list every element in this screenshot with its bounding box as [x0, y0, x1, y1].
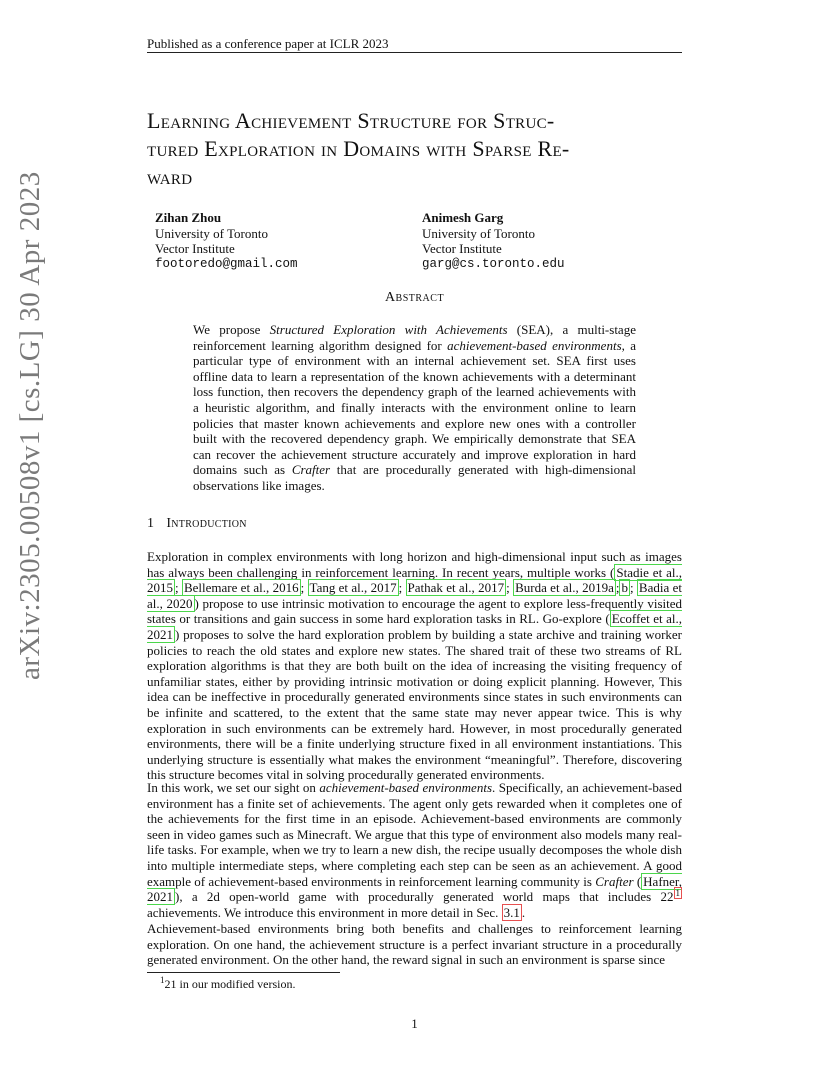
section-reference-link[interactable]: 3.1 [503, 904, 520, 920]
page-number: 1 [411, 1016, 418, 1031]
paragraph-text: achievements. We introduce this environment in more detail in Sec. [147, 904, 502, 920]
citation-link[interactable]: Tang et al., 2017 [309, 580, 397, 596]
citation-link[interactable]: Hafner, 2021 [147, 873, 682, 905]
citation-separator: ; [615, 580, 620, 596]
paragraph-text: ( [633, 873, 642, 889]
running-header: Published as a conference paper at ICLR 2023 [147, 36, 389, 51]
paragraph-emphasis: Crafter [595, 873, 634, 889]
citation-link[interactable]: Badia et al., 2020 [147, 580, 682, 611]
footnote-text: 21 in our modified version. [164, 977, 296, 991]
author-name: Zihan Zhou [155, 210, 222, 225]
citation-separator: ; [398, 580, 406, 596]
section-number: 1 [147, 516, 155, 531]
paragraph-text: . Specifically, an achievement-based environment has a finite set of achievements. The agent only gets rewarded when it completes one of the achievements for the first time in an episode. Achievement-based environments are commonly seen in video games such as Minecraft. We argue that this type of environment also models many real-life tasks. For example, when we try to learn a new dish, the recipe usually decomposes the whole dish into multiple intermediate steps, where completing each step can be seen as an achievement. A good example of achievement-based environments in reinforcement learning community is [147, 780, 682, 889]
abstract-heading: Abstract [384, 290, 445, 305]
citation-link[interactable]: Burda et al., 2019a [515, 580, 614, 596]
abstract-emphasis: achievement-based environments [447, 337, 622, 353]
abstract-text: We propose [193, 322, 270, 337]
author-email: footoredo@gmail.com [155, 256, 298, 271]
abstract-emphasis: Crafter [291, 462, 331, 478]
intro-paragraph-2 [147, 780, 682, 920]
author-block-1 [155, 210, 298, 272]
citation-separator: ; [629, 580, 637, 596]
citation-link[interactable]: Pathak et al., 2017 [407, 580, 505, 596]
footnote [160, 977, 295, 991]
header-rule [147, 52, 682, 53]
citation-link[interactable]: b [621, 580, 628, 596]
paragraph-text: . [521, 904, 526, 920]
author-name: Animesh Garg [422, 210, 504, 225]
paragraph-text: ) propose to use intrinsic motivation to encourage the agent to explore less-frequently visited states or transitions and gain success in some hard exploration tasks in RL. Go-explore ( [147, 595, 682, 627]
author-affiliation: Vector Institute [155, 241, 235, 256]
footnote-mark: 1 [160, 975, 165, 985]
title-line-2: tured Exploration in Domains with Sparse Re- [147, 136, 570, 161]
abstract-text: (SEA), a multi-stage reinforcement learning algorithm designed for [193, 322, 636, 353]
footnote-marker-link[interactable]: 1 [675, 887, 680, 898]
author-email: garg@cs.toronto.edu [422, 256, 565, 271]
arxiv-stamp: arXiv:2305.00508v1 [cs.LG] 30 Apr 2023 [14, 171, 46, 680]
citation-separator: ; [175, 580, 182, 596]
intro-paragraph-1 [147, 549, 682, 783]
paper-title [147, 107, 687, 191]
citation-separator: ; [300, 580, 308, 596]
citation-separator: ; [506, 580, 514, 596]
abstract-body [193, 322, 636, 494]
paragraph-text: Exploration in complex environments with long horizon and high-dimensional input such as images has always been challenging in reinforcement learning. In recent years, multiple works ( [147, 549, 682, 580]
paragraph-emphasis: achievement-based environments [319, 780, 493, 795]
title-line-1: Learning Achievement Structure for Struc- [147, 108, 555, 133]
author-affiliation: University of Toronto [155, 225, 268, 241]
author-block-2 [422, 210, 565, 272]
citation-link[interactable]: Stadie et al., 2015 [147, 564, 682, 596]
abstract-emphasis: Structured Exploration with Achievements [269, 322, 508, 337]
paragraph-text: ), a 2d open-world game with procedurally generated world maps that includes 22 [175, 889, 674, 905]
abstract-text: that are procedurally generated with high-dimensional observations like images. [193, 462, 636, 493]
footnote-rule [147, 972, 340, 973]
citation-link[interactable]: Ecoffet et al., 2021 [147, 611, 683, 642]
author-affiliation: Vector Institute [422, 241, 502, 256]
abstract-text: , a particular type of environment with an internal achievement set. SEA first uses offline data to learn a representation of the known achievements with a determinant loss function, then recovers the dependency graph of the learned achievements with a heuristic algorithm, and finally interacts with the environment online to learn policies that master known achievements and explore new ones with a controller built with the recovered dependency graph. We empirically demonstrate that SEA can recover the achievement structure accurately and improve exploration in hard domains such as [193, 337, 636, 478]
paragraph-text: ) proposes to solve the hard exploration problem by building a state archive and training worker policies to reach the old states and explore new states. The shared trait of these two streams of RL exploration algorithms is that they are both built on the idea of increasing the visiting frequency of unfamiliar states, either by providing intrinsic motivation or doing explicit planning. However, This idea can be ineffective in procedurally generated environments since states in such environments can be infinite and scattered, to the extent that the same state may never appear twice. This is why exploration in such environments can be extremely hard. However, in most procedurally generated environments, there will be a finite underlying structure fixed in all environment instantiations. This underlying structure is essentially what makes the environment “meaningful”. Therefore, discovering this structure becomes vital in solving procedurally generated environments. [147, 626, 682, 783]
paragraph-text: In this work, we set our sight on [147, 780, 320, 795]
section-title: Introduction [166, 516, 247, 531]
intro-paragraph-3: Achievement-based environments bring both benefits and challenges to reinforcement learning exploration. On one hand, the achievement structure is a perfect invariant structure in a procedurally generated environment. On the other hand, the reward signal in such an environment is sparse since [147, 921, 682, 968]
citation-link[interactable]: Bellemare et al., 2016 [183, 580, 299, 596]
author-affiliation: University of Toronto [422, 225, 535, 241]
title-line-3: ward [147, 164, 193, 189]
section-heading-introduction [147, 516, 682, 532]
